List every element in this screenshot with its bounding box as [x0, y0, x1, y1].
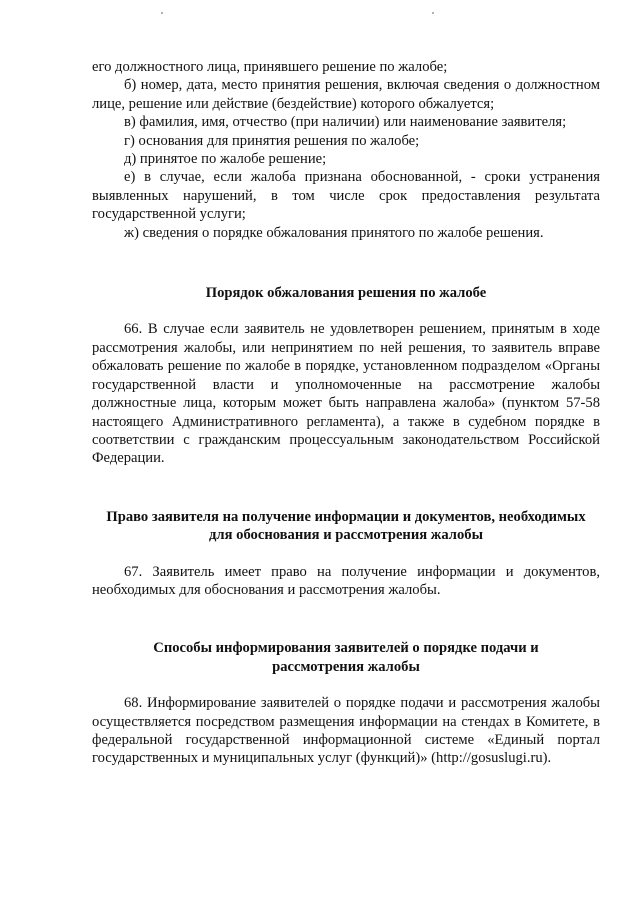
paragraph-66: 66. В случае если заявитель не удовлетворен решением, принятым в ходе рассмотрения жалобы, или непринятием по ней решения, то заявитель вправе обжаловать решение по жалобе в порядке, установленном подразделом «Органы государственной власти и уполномоченные на рассмотрение жалобы должностные лица, которым может быть направлена жалоба» (пунктом 57-58 настоящего Административного регламента), а также в судебном порядке в соответствии с гражданским процессуальным законодательством Российской Федерации.: [92, 321, 600, 467]
list-item-b: б) номер, дата, место принятия решения, включая сведения о должностном лице, решение или действие (бездействие) которого обжалуется;: [92, 77, 600, 112]
heading-line-1: Способы информирования заявителей о порядке подачи и: [153, 640, 539, 657]
heading-line-2: рассмотрения жалобы: [272, 658, 420, 675]
document-page: [92, 58, 600, 768]
list-item-e: е) в случае, если жалоба признана обоснованной, - сроки устранения выявленных нарушений, в том числе срок предоставления результата государственной услуги;: [92, 169, 600, 223]
list-item-zh: ж) сведения о порядке обжалования принятого по жалобе решения.: [124, 224, 544, 241]
paragraph-68: 68. Информирование заявителей о порядке подачи и рассмотрения жалобы осуществляется посредством размещения информации на стендах в Комитете, в федеральной государственной информационной системе «Единый портал государственных и муниципальных услуг (функций)» (http://gosuslugi.ru).: [92, 695, 600, 767]
requirements-list: [92, 76, 600, 242]
heading-line-2: для обоснования и рассмотрения жалобы: [209, 527, 483, 544]
section-heading-right-to-information: [92, 508, 600, 545]
scan-speck: [161, 12, 163, 14]
list-item-g: г) основания для принятия решения по жалобе;: [124, 132, 420, 149]
section-heading-informing-methods: [92, 639, 600, 676]
paragraph-67: 67. Заявитель имеет право на получение информации и документов, необходимых для обоснования и рассмотрения жалобы.: [92, 563, 600, 598]
scan-speck: [432, 12, 434, 14]
intro-continuation: его должностного лица, принявшего решение по жалобе;: [92, 59, 448, 75]
list-item-v: в) фамилия, имя, отчество (при наличии) или наименование заявителя;: [124, 114, 567, 131]
heading-line-1: Право заявителя на получение информации и документов, необходимых: [106, 508, 586, 525]
section-heading-appeal-procedure: Порядок обжалования решения по жалобе: [205, 285, 487, 302]
list-item-d: д) принятое по жалобе решение;: [124, 151, 327, 168]
